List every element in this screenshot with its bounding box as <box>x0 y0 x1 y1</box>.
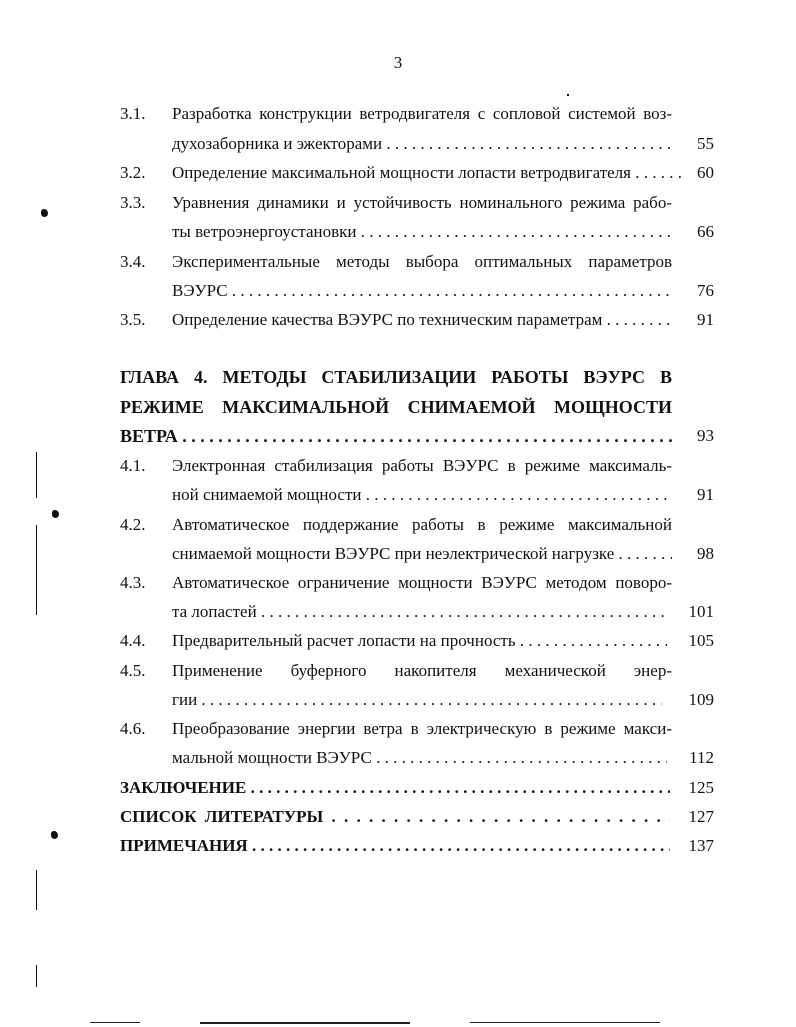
entry-title-line-2: ВЭУРС . . . <box>172 281 672 301</box>
notes-page: 137 <box>688 836 714 855</box>
references-title: СПИСОК ЛИТЕРАТУРЫ . . . <box>120 807 670 827</box>
chapter-title-line-1: ГЛАВА 4. МЕТОДЫ СТАБИЛИЗАЦИИ РАБОТЫ ВЭУРС В <box>120 367 672 387</box>
entry-page: 55 <box>697 134 714 153</box>
scan-bottom-line <box>470 1022 660 1023</box>
entry-title-line-1: Автоматическое поддержание работы в режиме максимальной <box>172 515 672 534</box>
scan-edge-line <box>36 452 37 498</box>
entry-page: 109 <box>688 690 714 709</box>
entry-title-line-1: Автоматическое ограничение мощности ВЭУРС методом поворо- <box>172 573 672 592</box>
references-page: 127 <box>688 807 714 826</box>
entry-number: 3.3. <box>120 193 146 212</box>
entry-page: 60 <box>697 163 714 182</box>
entry-title-line-1: Определение максимальной мощности лопасти ветродвигателя . . . <box>172 163 682 183</box>
entry-number: 4.6. <box>120 719 146 738</box>
notes-title: ПРИМЕЧАНИЯ . . . <box>120 836 670 856</box>
entry-title-line-2: мальной мощности ВЭУРС . . . <box>172 748 667 768</box>
entry-number: 3.5. <box>120 310 146 329</box>
entry-page: 98 <box>697 544 714 563</box>
entry-title-line-1: Электронная стабилизация работы ВЭУРС в режиме максималь- <box>172 456 672 475</box>
scan-edge-line <box>36 870 37 910</box>
chapter-title-line-2: РЕЖИМЕ МАКСИМАЛЬНОЙ СНИМАЕМОЙ МОЩНОСТИ <box>120 397 672 417</box>
entry-title-line-1: Уравнения динамики и устойчивость номинального режима рабо- <box>172 193 672 212</box>
entry-page: 91 <box>697 310 714 329</box>
entry-page: 76 <box>697 281 714 300</box>
entry-number: 3.2. <box>120 163 146 182</box>
scan-bottom-line <box>90 1022 140 1023</box>
entry-title-line-2: гии . . . <box>172 690 662 710</box>
entry-number: 4.3. <box>120 573 146 592</box>
entry-page: 101 <box>688 602 714 621</box>
entry-title-line-1: Преобразование энергии ветра в электрическую в режиме макси- <box>172 719 672 738</box>
conclusion-page: 125 <box>688 778 714 797</box>
entry-page: 105 <box>688 631 714 650</box>
scan-speck <box>41 209 48 217</box>
entry-title-line-1: Разработка конструкции ветродвигателя с сопловой системой воз- <box>172 104 672 123</box>
page-number: 3 <box>393 53 403 72</box>
entry-page: 66 <box>697 222 714 241</box>
scan-speck <box>51 831 58 839</box>
entry-title-line-2: духозаборника и эжекторами . . . <box>172 134 672 154</box>
entry-title-line-1: Экспериментальные методы выбора оптимальных параметров <box>172 252 672 271</box>
entry-number: 3.1. <box>120 104 146 123</box>
scan-dot <box>567 94 569 96</box>
entry-number: 4.5. <box>120 661 146 680</box>
scan-speck <box>52 510 59 518</box>
entry-page: 112 <box>689 748 714 767</box>
scan-edge-line <box>36 965 37 987</box>
entry-title-line-2: ной снимаемой мощности . . . <box>172 485 672 505</box>
entry-title-line-1: Предварительный расчет лопасти на прочность . . . <box>172 631 667 651</box>
entry-page: 91 <box>697 485 714 504</box>
entry-title-line-1: Определение качества ВЭУРС по техническим параметрам . . . <box>172 310 672 330</box>
entry-title-line-2: ты ветроэнергоустановки . . . <box>172 222 672 242</box>
entry-title-line-1: Применение буферного накопителя механической энер- <box>172 661 672 680</box>
entry-number: 4.2. <box>120 515 146 534</box>
scan-bottom-line <box>200 1022 410 1024</box>
chapter-title-line-3: ВЕТРА . . . <box>120 426 672 446</box>
entry-number: 4.4. <box>120 631 146 650</box>
conclusion-title: ЗАКЛЮЧЕНИЕ . . . <box>120 778 670 798</box>
entry-number: 3.4. <box>120 252 146 271</box>
chapter-page: 93 <box>697 426 714 445</box>
scan-edge-line <box>36 525 37 615</box>
entry-number: 4.1. <box>120 456 146 475</box>
entry-title-line-2: та лопастей . . . <box>172 602 667 622</box>
entry-title-line-2: снимаемой мощности ВЭУРС при неэлектрической нагрузке . . . <box>172 544 672 564</box>
